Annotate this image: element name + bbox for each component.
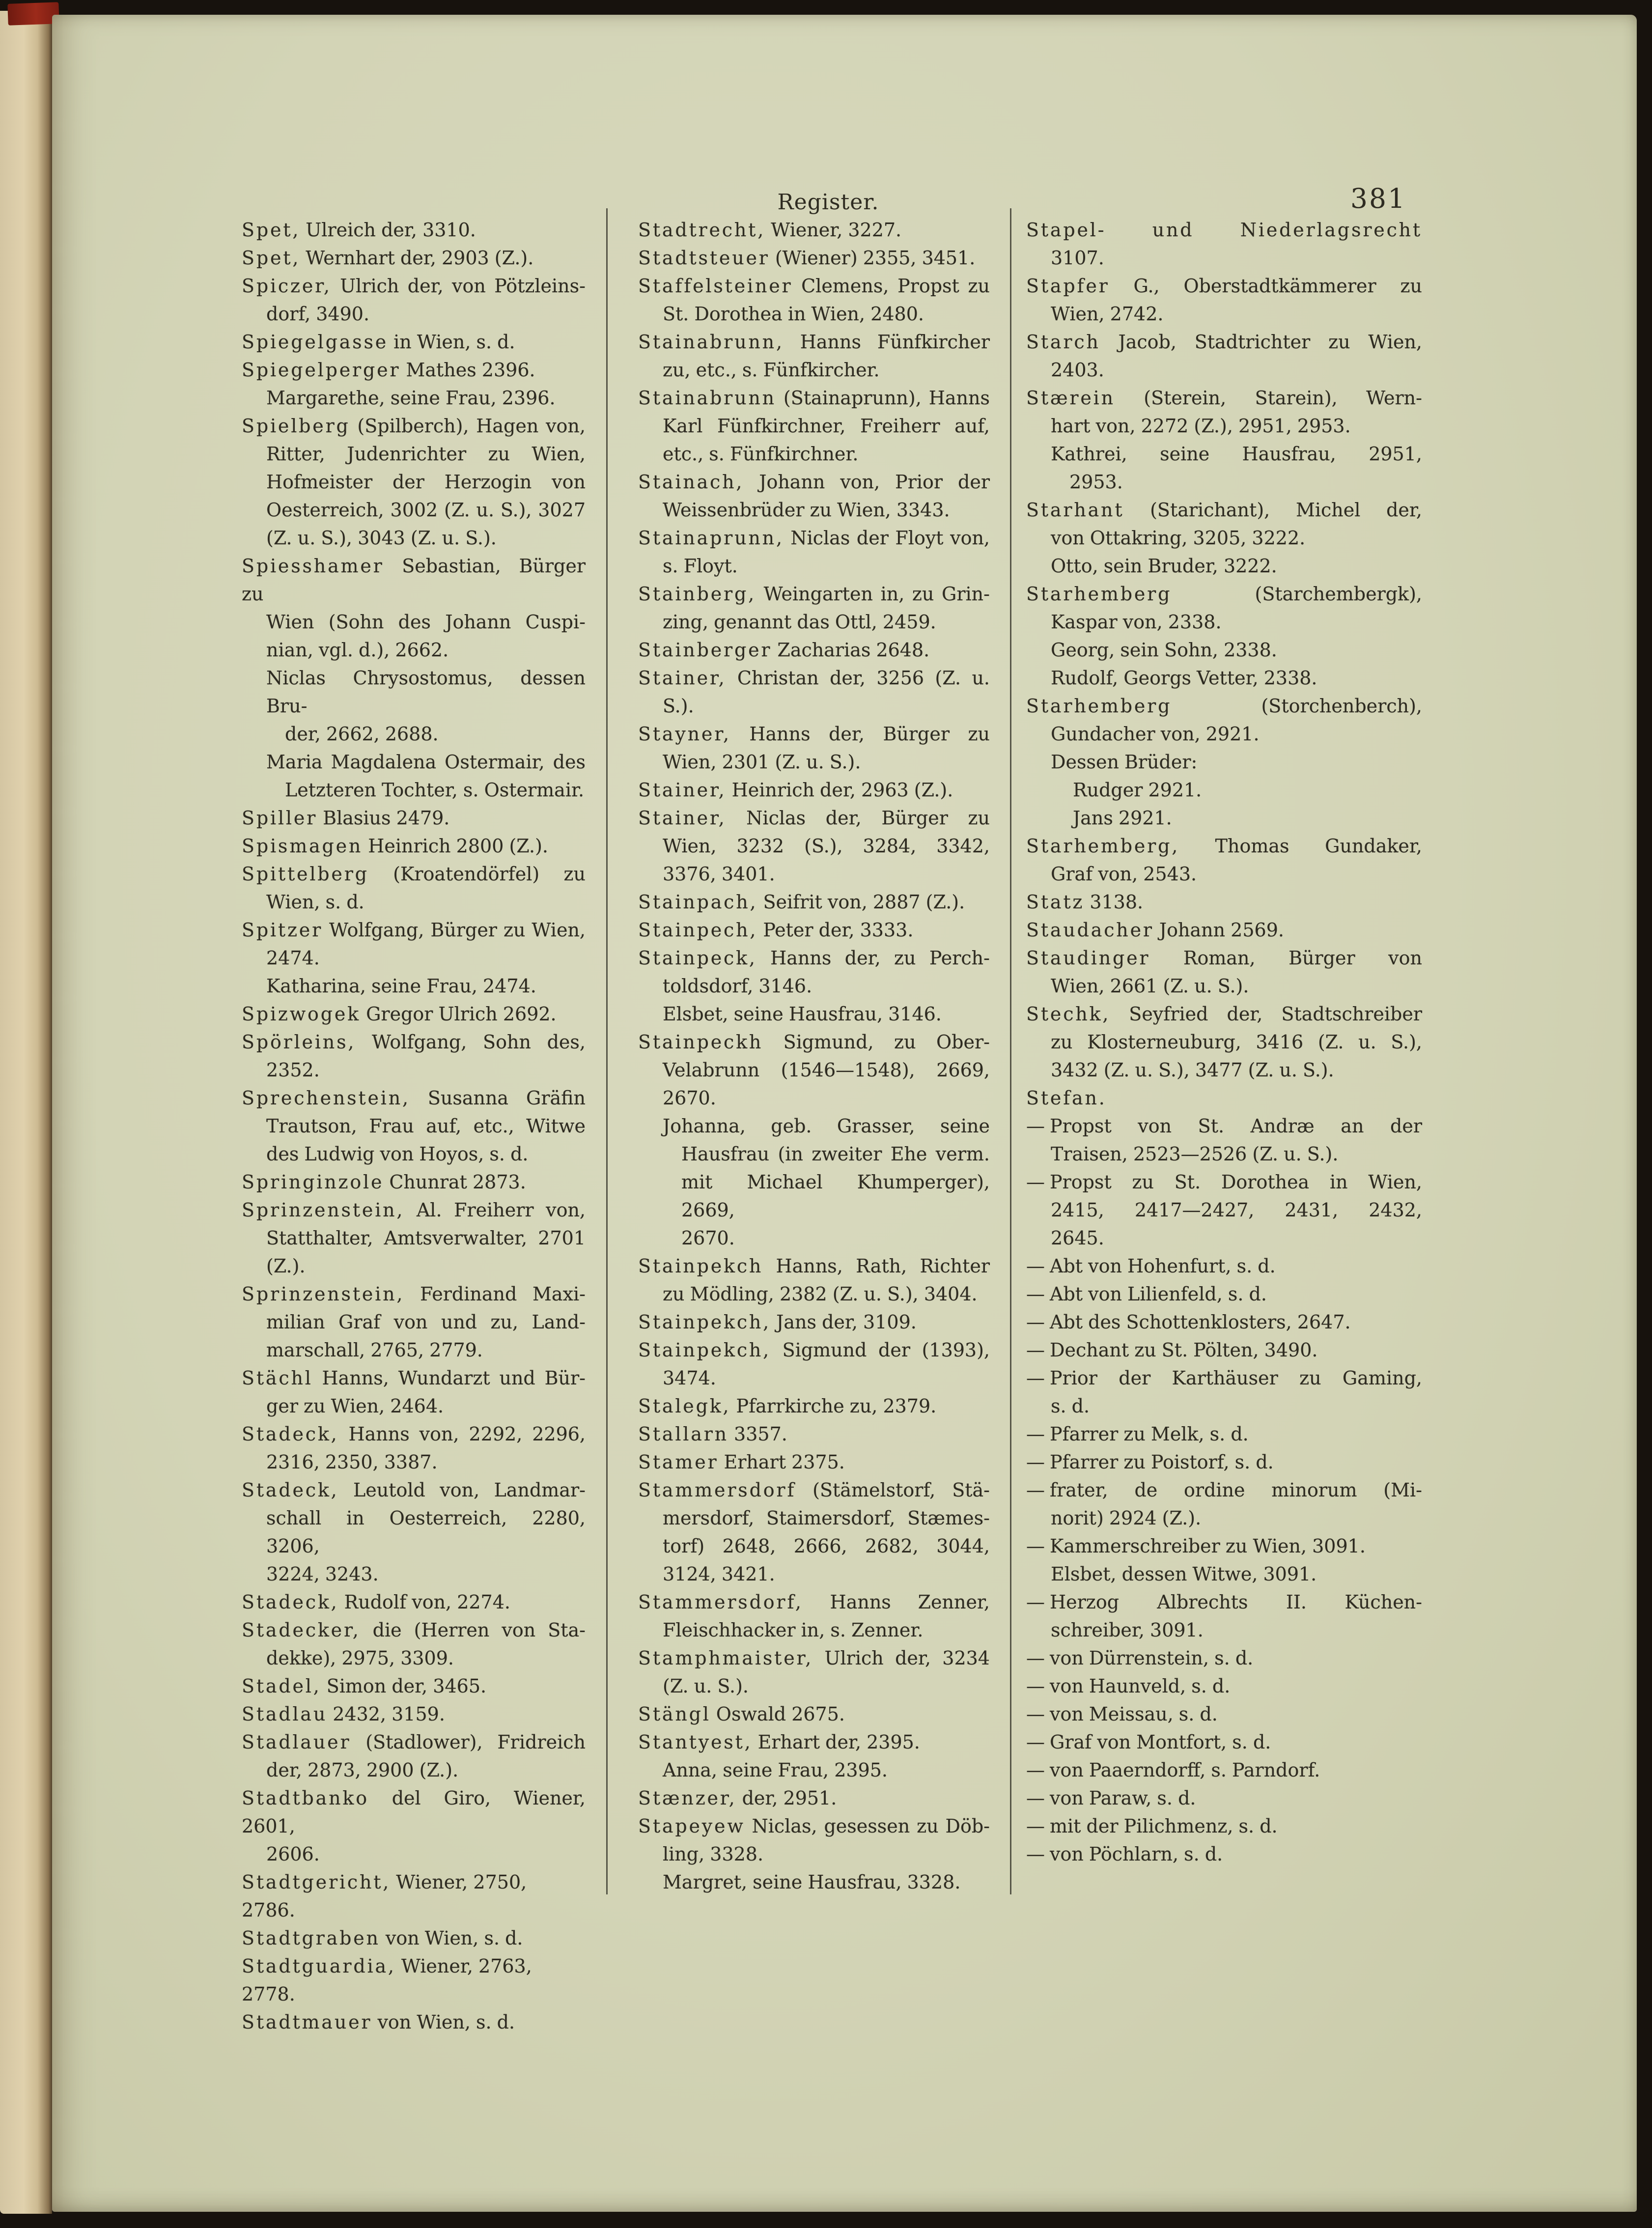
entry-headword: Spitzer <box>242 919 323 941</box>
entry-headword: Stainer, <box>638 807 727 829</box>
entry-headword: Stainpekch, <box>638 1311 771 1333</box>
index-entry-line: — von Paraw, s. d. <box>1026 1784 1422 1812</box>
entry-headword: Spittelberg <box>242 863 369 885</box>
dash-marker: — <box>1026 1647 1045 1669</box>
index-entry-line: Karl Fünfkirchner, Freiherr auf, <box>663 415 990 437</box>
page-number: 381 <box>1350 183 1406 214</box>
dash-marker: — <box>1026 1591 1045 1613</box>
index-entry-line: Stadeck, Rudolf von, 2274. <box>242 1591 510 1613</box>
index-entry-line: Gundacher von, 2921. <box>1051 723 1260 745</box>
index-entry-line: hart von, 2272 (Z.), 2951, 2953. <box>1051 415 1351 437</box>
index-entry-line: Stamer Erhart 2375. <box>638 1451 845 1473</box>
index-entry-line: 3432 (Z. u. S.), 3477 (Z. u. S.). <box>1051 1059 1334 1081</box>
index-entry-line: Dessen Brüder: <box>1051 751 1198 773</box>
index-entry-line: Stænzer, der, 2951. <box>638 1787 837 1809</box>
index-entry-line: — Kammerschreiber zu Wien, 3091. <box>1026 1532 1422 1560</box>
index-entry-line: toldsdorf, 3146. <box>663 975 812 997</box>
entry-headword: Stainer, <box>638 667 727 689</box>
index-entry-line: Spizwogek Gregor Ulrich 2692. <box>242 1003 557 1025</box>
index-entry-line: Wien, 3232 (S.), 3284, 3342, <box>663 835 990 857</box>
index-entry-line: Stainpekch Hanns, Rath, Richter <box>638 1255 990 1277</box>
dash-marker: — <box>1026 1703 1045 1725</box>
index-entry-line: s. d. <box>1051 1395 1090 1417</box>
index-entry-line: Staudacher Johann 2569. <box>1026 919 1284 941</box>
index-entry-line: St. Dorothea in Wien, 2480. <box>663 303 924 325</box>
entry-headword: Stainpech, <box>638 919 758 941</box>
index-entry-line: — von Haunveld, s. d. <box>1026 1672 1422 1700</box>
index-entry-line: 3376, 3401. <box>663 863 775 885</box>
index-entry-line: Wien, 2661 (Z. u. S.). <box>1051 975 1249 997</box>
index-entry-line: torf) 2648, 2666, 2682, 3044, <box>663 1535 990 1557</box>
index-entry-line: Wien, 2742. <box>1051 303 1164 325</box>
index-entry-line: Stapeyew Niclas, gesessen zu Döb- <box>638 1815 990 1837</box>
entry-headword: Staffelsteiner <box>638 275 793 297</box>
index-entry-line: Graf von, 2543. <box>1051 863 1197 885</box>
index-entry-line: Stainer, Christan der, 3256 (Z. u. <box>638 667 990 689</box>
index-entry-line: — frater, de ordine minorum (Mi- <box>1026 1476 1422 1504</box>
index-entry-line: — Propst zu St. Dorothea in Wien, <box>1026 1168 1422 1196</box>
index-entry-line: (Z. u. S.). <box>663 1675 749 1697</box>
index-entry-line: Wien, s. d. <box>266 891 364 913</box>
entry-headword: Stainach, <box>638 471 744 493</box>
entry-headword: Stayner, <box>638 723 731 745</box>
index-entry-line: Elsbet, dessen Witwe, 3091. <box>1051 1563 1317 1585</box>
index-entry-line: 2403. <box>1051 359 1104 381</box>
entry-headword: Stadtrecht, <box>638 219 766 241</box>
entry-headword: Stängl <box>638 1703 711 1725</box>
entry-headword: Stapeyew <box>638 1815 745 1837</box>
entry-headword: Stainabrunn, <box>638 331 784 353</box>
index-entry-line: Stächl Hanns, Wundarzt und Bür- <box>242 1367 586 1389</box>
dash-marker: — <box>1026 1115 1045 1137</box>
index-entry-line: 2606. <box>266 1843 320 1865</box>
index-entry-line: nian, vgl. d.), 2662. <box>266 639 449 661</box>
entry-headword: Stächl <box>242 1367 313 1389</box>
index-entry-line: Hausfrau (in zweiter Ehe verm. <box>681 1143 990 1165</box>
entry-headword: Stadel, <box>242 1675 321 1697</box>
index-entry-line: Traisen, 2523—2526 (Z. u. S.). <box>1051 1143 1339 1165</box>
index-entry-line: Spiegelgasse in Wien, s. d. <box>242 331 515 353</box>
index-entry-line: Letzteren Tochter, s. Ostermair. <box>285 779 585 801</box>
entry-headword: Starhemberg <box>1026 695 1172 717</box>
index-entry-line: Stayner, Hanns der, Bürger zu <box>638 723 990 745</box>
index-entry-line: Staffelsteiner Clemens, Propst zu <box>638 275 990 297</box>
index-entry-line: Stadeck, Hanns von, 2292, 2296, <box>242 1423 586 1445</box>
dash-marker: — <box>1026 1731 1045 1753</box>
index-entry-line: schall in Oesterreich, 2280, 3206, <box>266 1507 586 1557</box>
index-entry-line: Stainabrunn (Stainaprunn), Hanns <box>638 387 990 409</box>
index-entry-line: 2670. <box>663 1087 716 1109</box>
entry-headword: Stamphmaister, <box>638 1647 813 1669</box>
index-column-2 <box>638 216 990 1896</box>
index-entry-line <box>1026 216 1422 244</box>
index-entry-line: Springinzole Chunrat 2873. <box>242 1171 526 1193</box>
index-entry-line: Stainabrunn, Hanns Fünfkircher <box>638 331 990 353</box>
entry-headword: Stainberg, <box>638 583 756 605</box>
index-entry-line: — Pfarrer zu Melk, s. d. <box>1026 1420 1422 1448</box>
index-entry-line: Katharina, seine Frau, 2474. <box>266 975 536 997</box>
dash-marker: — <box>1026 1759 1045 1781</box>
index-entry-line: — von Dürrenstein, s. d. <box>1026 1644 1422 1672</box>
index-entry-line: Stainpeck, Hanns der, zu Perch- <box>638 947 990 969</box>
index-entry-line: Spismagen Heinrich 2800 (Z.). <box>242 835 549 857</box>
index-entry-line: Spörleins, Wolfgang, Sohn des, <box>242 1031 586 1053</box>
index-entry-line: S.). <box>663 695 694 717</box>
entry-headword: Starch <box>1026 331 1100 353</box>
dash-marker: — <box>1026 1311 1045 1333</box>
index-entry-line: — Pfarrer zu Poistorf, s. d. <box>1026 1448 1422 1476</box>
index-entry-line: Statz 3138. <box>1026 891 1144 913</box>
index-entry-line: — Graf von Montfort, s. d. <box>1026 1728 1422 1756</box>
index-entry-line: Stainaprunn, Niclas der Floyt von, <box>638 527 990 549</box>
index-entry-line: milian Graf von und zu, Land- <box>266 1311 586 1333</box>
dash-marker: — <box>1026 1479 1045 1501</box>
entry-headword: Stadlauer <box>242 1731 351 1753</box>
index-entry-line: Georg, sein Sohn, 2338. <box>1051 639 1277 661</box>
index-entry-line: von Ottakring, 3205, 3222. <box>1051 527 1306 549</box>
entry-headword: Stallarn <box>638 1423 728 1445</box>
index-entry-line: mersdorf, Staimersdorf, Stæmes- <box>663 1507 990 1529</box>
entry-headword: Staudacher <box>1026 919 1154 941</box>
index-entry-line: Kathrei, seine Hausfrau, 2951, <box>1051 443 1422 465</box>
entry-headword: Stænzer, <box>638 1787 737 1809</box>
entry-headword: Spizwogek <box>242 1003 361 1025</box>
index-entry-line: Starhemberg (Storchenberch), <box>1026 695 1422 717</box>
index-entry-line: Kaspar von, 2338. <box>1051 611 1222 633</box>
index-column-3 <box>1026 216 1422 1868</box>
dash-marker: — <box>1026 1451 1045 1473</box>
index-entry-line: Sprinzenstein, Ferdinand Maxi- <box>242 1283 586 1305</box>
index-entry-line: Stadtgericht, Wiener, 2750, 2786. <box>242 1871 527 1921</box>
entry-headword: Spiegelperger <box>242 359 401 381</box>
entry-headword: Stadecker, <box>242 1619 361 1641</box>
index-entry-line: norit) 2924 (Z.). <box>1051 1507 1202 1529</box>
index-entry-line: Hofmeister der Herzogin von <box>266 471 586 493</box>
entry-headword: Staudinger <box>1026 947 1150 969</box>
index-entry-line: Rudger 2921. <box>1073 779 1202 801</box>
index-entry-line: 2352. <box>266 1059 320 1081</box>
index-entry-line: Spet, Ulreich der, 3310. <box>242 219 476 241</box>
index-entry-line: Spet, Wernhart der, 2903 (Z.). <box>242 247 534 269</box>
entry-headword: Stadeck, <box>242 1591 339 1613</box>
dash-marker: — <box>1026 1367 1045 1389</box>
index-entry-line: Spielberg (Spilberch), Hagen von, <box>242 415 586 437</box>
index-entry-line: Trautson, Frau auf, etc., Witwe <box>266 1115 586 1137</box>
index-entry-line: Spittelberg (Kroatendörfel) zu <box>242 863 586 885</box>
index-entry-line: Starhant (Starichant), Michel der, <box>1026 499 1422 521</box>
column-divider-1 <box>606 208 608 1894</box>
book-page <box>52 15 1637 2212</box>
index-entry-line: Stainpekch, Sigmund der (1393), <box>638 1339 990 1361</box>
index-entry-line: Stadtguardia, Wiener, 2763, 2778. <box>242 1955 532 2005</box>
index-entry-line: Stainach, Johann von, Prior der <box>638 471 990 493</box>
dash-marker: — <box>1026 1787 1045 1809</box>
index-entry-line: Otto, sein Bruder, 3222. <box>1051 555 1277 577</box>
index-entry-line: Ritter, Judenrichter zu Wien, <box>266 443 586 465</box>
index-entry-line: (Z.). <box>266 1255 306 1277</box>
index-entry-line: Stadtbanko del Giro, Wiener, 2601, <box>242 1787 586 1837</box>
dash-marker: — <box>1026 1843 1045 1865</box>
index-entry-line: — Propst von St. Andræ an der <box>1026 1112 1422 1140</box>
index-entry-line: ling, 3328. <box>663 1843 764 1865</box>
index-entry-line: zu Mödling, 2382 (Z. u. S.), 3404. <box>663 1283 978 1305</box>
index-entry-line: Spiesshamer Sebastian, Bürger zu <box>242 555 586 605</box>
entry-headword: Stechk, <box>1026 1003 1111 1025</box>
index-entry-line: — Abt von Lilienfeld, s. d. <box>1026 1280 1422 1308</box>
index-entry-line: ger zu Wien, 2464. <box>266 1395 444 1417</box>
index-entry-line: Elsbet, seine Hausfrau, 3146. <box>663 1003 942 1025</box>
entry-headword: Spörleins, <box>242 1031 356 1053</box>
index-entry-line: Starhemberg, Thomas Gundaker, <box>1026 835 1422 857</box>
entry-headword: Stadlau <box>242 1703 328 1725</box>
dash-marker: — <box>1026 1815 1045 1837</box>
index-entry-line: Stadtrecht, Wiener, 3227. <box>638 219 902 241</box>
entry-headword: Stammersdorf <box>638 1479 796 1501</box>
index-entry-line: (Z. u. S.), 3043 (Z. u. S.). <box>266 527 497 549</box>
index-entry-line: schreiber, 3091. <box>1051 1619 1204 1641</box>
index-entry-line: Maria Magdalena Ostermair, des <box>266 751 586 773</box>
entry-headword: Stainabrunn <box>638 387 776 409</box>
index-column-1 <box>242 216 586 2036</box>
entry-headword: Stadtbanko <box>242 1787 369 1809</box>
index-entry-line: dekke), 2975, 3309. <box>266 1647 454 1669</box>
index-entry-line: Margarethe, seine Frau, 2396. <box>266 387 556 409</box>
index-entry-line: Stapfer G., Oberstadtkämmerer zu <box>1026 275 1422 297</box>
index-entry-line: Stadtmauer von Wien, s. d. <box>242 2011 515 2033</box>
index-entry-line: der, 2873, 2900 (Z.). <box>266 1759 459 1781</box>
entry-headword: Stadtsteuer <box>638 247 770 269</box>
index-entry-line: Stamphmaister, Ulrich der, 3234 <box>638 1647 990 1669</box>
index-entry-line: 2316, 2350, 3387. <box>266 1451 438 1473</box>
index-entry-line: etc., s. Fünfkirchner. <box>663 443 859 465</box>
entry-headword: Spet, <box>242 247 301 269</box>
index-entry-line: 3224, 3243. <box>266 1563 379 1585</box>
index-entry-line: Johanna, geb. Grasser, seine <box>663 1115 990 1137</box>
index-entry-line: Stadlauer (Stadlower), Fridreich <box>242 1731 586 1753</box>
index-entry-line: Stadel, Simon der, 3465. <box>242 1675 487 1697</box>
index-entry-line: Stallarn 3357. <box>638 1423 787 1445</box>
column-divider-2 <box>1010 208 1011 1894</box>
index-entry-line: Wien, 2301 (Z. u. S.). <box>663 751 861 773</box>
entry-headword: Stainer, <box>638 779 727 801</box>
index-entry-line: Stantyest, Erhart der, 2395. <box>638 1731 920 1753</box>
index-entry-line: Sprechenstein, Susanna Gräfin <box>242 1087 586 1109</box>
index-entry-line: 3474. <box>663 1367 716 1389</box>
entry-headword: Stainpeckh <box>638 1031 763 1053</box>
index-entry-line: 2953. <box>1069 471 1123 493</box>
entry-headword: Stamer <box>638 1451 719 1473</box>
index-entry-line: 2474. <box>266 947 320 969</box>
index-entry-line: Stainberger Zacharias 2648. <box>638 639 930 661</box>
index-entry-line: — Abt des Schottenklosters, 2647. <box>1026 1308 1422 1336</box>
index-entry-line: Anna, seine Frau, 2395. <box>663 1759 888 1781</box>
entry-headword: Stainpekch <box>638 1255 763 1277</box>
index-entry-line: — Dechant zu St. Pölten, 3490. <box>1026 1336 1422 1364</box>
index-entry-line: 2670. <box>681 1227 735 1249</box>
index-entry-line: — mit der Pilichmenz, s. d. <box>1026 1812 1422 1840</box>
index-entry-line: Stalegk, Pfarrkirche zu, 2379. <box>638 1395 937 1417</box>
index-entry-line: der, 2662, 2688. <box>285 723 439 745</box>
entry-headword: Stapfer <box>1026 275 1110 297</box>
index-entry-line: Spiczer, Ulrich der, von Pötzleins- <box>242 275 586 297</box>
index-entry-line: Stainer, Heinrich der, 2963 (Z.). <box>638 779 953 801</box>
index-entry-line: Stammersdorf, Hanns Zenner, <box>638 1591 990 1613</box>
entry-headword: Stainpekch, <box>638 1339 771 1361</box>
entry-headword: Sprinzenstein, <box>242 1283 405 1305</box>
index-entry-line: Weissenbrüder zu Wien, 3343. <box>663 499 950 521</box>
entry-headword: Stainpach, <box>638 891 758 913</box>
index-entry-line: Staudinger Roman, Bürger von <box>1026 947 1422 969</box>
index-entry-line: — Herzog Albrechts II. Küchen- <box>1026 1588 1422 1616</box>
dash-marker: — <box>1026 1283 1045 1305</box>
index-entry-line: Spiegelperger Mathes 2396. <box>242 359 535 381</box>
index-entry-line: Stainpech, Peter der, 3333. <box>638 919 914 941</box>
dash-marker: — <box>1026 1339 1045 1361</box>
entry-headword: Stadtmauer <box>242 2011 372 2033</box>
index-entry-line: Rudolf, Georgs Vetter, 2338. <box>1051 667 1317 689</box>
dash-marker: — <box>1026 1423 1045 1445</box>
index-entry-line: — von Pöchlarn, s. d. <box>1026 1840 1422 1868</box>
index-entry-line: Velabrunn (1546—1548), 2669, <box>663 1059 990 1081</box>
entry-headword: Stærein <box>1026 387 1115 409</box>
index-entry-line: zing, genannt das Ottl, 2459. <box>663 611 936 633</box>
index-entry-line: Stainberg, Weingarten in, zu Grin- <box>638 583 990 605</box>
index-entry-line: s. Floyt. <box>663 555 738 577</box>
index-entry-line: Wien (Sohn des Johann Cuspi- <box>266 611 586 633</box>
entry-headword: Starhant <box>1026 499 1124 521</box>
index-entry-line: Sprinzenstein, Al. Freiherr von, <box>242 1199 586 1221</box>
entry-headword: Spielberg <box>242 415 350 437</box>
index-entry-line: 3107. <box>1051 247 1104 269</box>
entry-headword: Spiesshamer <box>242 555 384 577</box>
index-entry-line: Margret, seine Hausfrau, 3328. <box>663 1871 961 1893</box>
entry-headword: Stammersdorf, <box>638 1591 803 1613</box>
entry-headword: Stainberger <box>638 639 772 661</box>
index-entry-line: Stadlau 2432, 3159. <box>242 1703 445 1725</box>
index-entry-line: Stainpeckh Sigmund, zu Ober- <box>638 1031 990 1053</box>
entry-headword: Spiczer, <box>242 275 332 297</box>
index-entry-line: — von Paaerndorff, s. Parndorf. <box>1026 1756 1422 1784</box>
index-entry-line: Stechk, Seyfried der, Stadtschreiber <box>1026 1003 1422 1025</box>
previous-page-edge <box>0 11 52 2214</box>
index-entry-line: Stadeck, Leutold von, Landmar- <box>242 1479 586 1501</box>
index-entry-line: Stærein (Sterein, Starein), Wern- <box>1026 387 1422 409</box>
index-entry-line: Stainpekch, Jans der, 3109. <box>638 1311 917 1333</box>
index-entry-line: Oesterreich, 3002 (Z. u. S.), 3027 <box>266 499 586 521</box>
index-entry-line: Niclas Chrysostomus, dessen Bru- <box>266 667 586 717</box>
index-entry-line: mit Michael Khumperger), 2669, <box>681 1171 990 1221</box>
index-entry-line: Stadecker, die (Herren von Sta- <box>242 1619 586 1641</box>
index-entry-line: Stadtsteuer (Wiener) 2355, 3451. <box>638 247 976 269</box>
index-entry-line: Stängl Oswald 2675. <box>638 1703 845 1725</box>
entry-headword: Stefan. <box>1026 1087 1107 1109</box>
entry-headword: Spiegelgasse <box>242 331 389 353</box>
index-entry-line: — Abt von Hohenfurt, s. d. <box>1026 1252 1422 1280</box>
index-entry-line: Stainer, Niclas der, Bürger zu <box>638 807 990 829</box>
entry-headword: Spiller <box>242 807 318 829</box>
index-entry-line: Starch Jacob, Stadtrichter zu Wien, <box>1026 331 1422 353</box>
index-entry-line: dorf, 3490. <box>266 303 370 325</box>
entry-headword: Stapel- und Niederlagsrecht <box>1026 219 1422 241</box>
index-entry-line: Spitzer Wolfgang, Bürger zu Wien, <box>242 919 586 941</box>
binding-cloth-red <box>7 2 59 26</box>
index-entry-line: Jans 2921. <box>1073 807 1172 829</box>
index-entry-line: Statthalter, Amtsverwalter, 2701 <box>266 1227 586 1249</box>
entry-headword: Sprinzenstein, <box>242 1199 405 1221</box>
entry-headword: Springinzole <box>242 1171 384 1193</box>
index-entry-line: — von Meissau, s. d. <box>1026 1700 1422 1728</box>
index-entry-line: 2415, 2417—2427, 2431, 2432, <box>1051 1199 1422 1221</box>
dash-marker: — <box>1026 1535 1045 1557</box>
index-entry-line: Starhemberg (Starchembergk), <box>1026 583 1422 605</box>
index-entry-line: zu Klosterneuburg, 3416 (Z. u. S.), <box>1051 1031 1422 1053</box>
entry-headword: Stainaprunn, <box>638 527 784 549</box>
index-entry-line: 3124, 3421. <box>663 1563 775 1585</box>
index-entry-line: Stainpach, Seifrit von, 2887 (Z.). <box>638 891 965 913</box>
index-entry-line: zu, etc., s. Fünfkircher. <box>663 359 880 381</box>
entry-headword: Stalegk, <box>638 1395 731 1417</box>
dash-marker: — <box>1026 1255 1045 1277</box>
entry-headword: Stadeck, <box>242 1423 339 1445</box>
entry-headword: Sprechenstein, <box>242 1087 410 1109</box>
entry-headword: Stadtgraben <box>242 1927 380 1949</box>
entry-headword: Stadeck, <box>242 1479 339 1501</box>
entry-headword: Statz <box>1026 891 1085 913</box>
entry-headword: Starhemberg <box>1026 583 1172 605</box>
index-entry-line <box>1026 1084 1422 1112</box>
entry-headword: Stantyest, <box>638 1731 753 1753</box>
entry-headword: Stadtgericht, <box>242 1871 391 1893</box>
entry-headword: Spismagen <box>242 835 363 857</box>
index-entry-line: Stammersdorf (Stämelstorf, Stä- <box>638 1479 990 1501</box>
index-entry-line: Stadtgraben von Wien, s. d. <box>242 1927 523 1949</box>
index-entry-line: Fleischhacker in, s. Zenner. <box>663 1619 924 1641</box>
dash-marker: — <box>1026 1171 1045 1193</box>
entry-headword: Starhemberg, <box>1026 835 1180 857</box>
index-entry-line: — Prior der Karthäuser zu Gaming, <box>1026 1364 1422 1392</box>
index-entry-line: 2645. <box>1051 1227 1104 1249</box>
index-entry-line: marschall, 2765, 2779. <box>266 1339 483 1361</box>
index-entry-line: des Ludwig von Hoyos, s. d. <box>266 1143 529 1165</box>
entry-headword: Spet, <box>242 219 301 241</box>
entry-headword: Stadtguardia, <box>242 1955 396 1977</box>
index-entry-line: Spiller Blasius 2479. <box>242 807 450 829</box>
dash-marker: — <box>1026 1675 1045 1697</box>
page-header-title: Register. <box>777 190 879 215</box>
entry-headword: Stainpeck, <box>638 947 757 969</box>
